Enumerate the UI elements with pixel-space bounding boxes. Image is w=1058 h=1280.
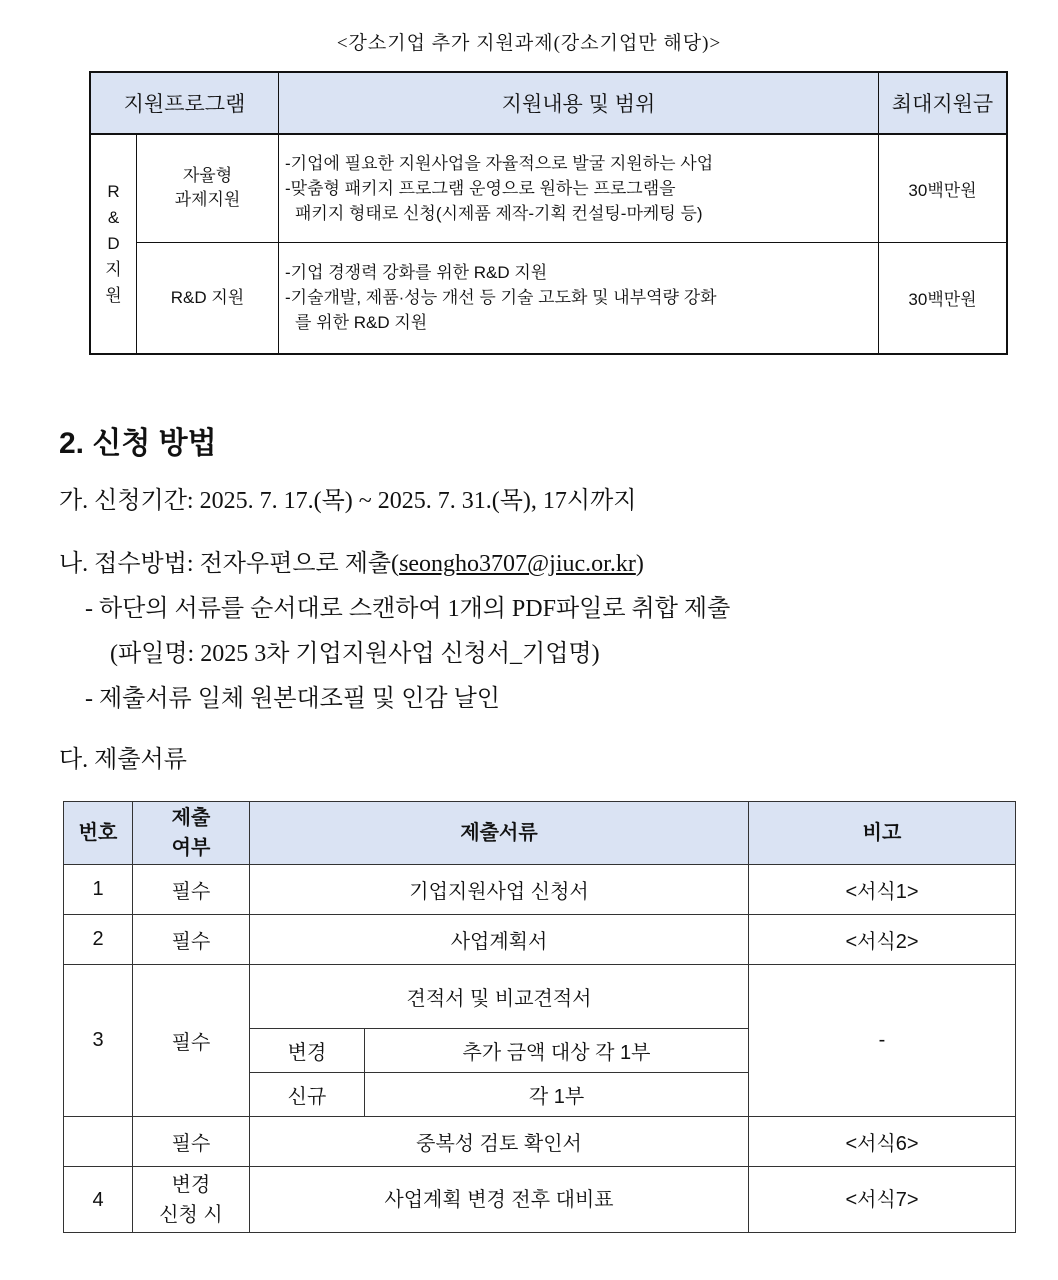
support-program-table <box>89 71 1008 355</box>
header-required: 제출 여부 <box>133 802 250 865</box>
header-program: 지원프로그램 <box>90 72 279 134</box>
cell-no <box>64 1117 133 1167</box>
cell-no: 1 <box>64 865 133 915</box>
cell-document: 견적서 및 비교견적서 <box>250 965 749 1029</box>
cell-required: 변경 신청 시 <box>133 1167 250 1233</box>
header-content: 지원내용 및 범위 <box>279 72 879 134</box>
cell-note: <서식6> <box>749 1117 1016 1167</box>
cell-note: - <box>749 965 1016 1117</box>
cell-required: 필수 <box>133 965 250 1117</box>
submission-bullet: - 하단의 서류를 순서대로 스캔하여 1개의 PDF파일로 취합 제출 <box>85 596 731 622</box>
cell-document: 중복성 검토 확인서 <box>250 1117 749 1167</box>
program-description: -기업 경쟁력 강화를 위한 R&D 지원 -기술개발, 제품·성능 개선 등 기술 고도화 및 내부역량 강화 를 위한 R&D 지원 <box>279 242 879 354</box>
program-amount: 30백만원 <box>879 242 1008 354</box>
table-row <box>64 865 1016 915</box>
cell-required: 필수 <box>133 865 250 915</box>
table-header-row <box>64 802 1016 865</box>
application-period: 가. 신청기간: 2025. 7. 17.(목) ~ 2025. 7. 31.(목), 17시까지 <box>59 488 637 514</box>
cell-sub-detail: 추가 금액 대상 각 1부 <box>365 1029 749 1073</box>
cell-required: 필수 <box>133 915 250 965</box>
cell-sub-type: 변경 <box>250 1029 365 1073</box>
filename-note: (파일명: 2025 3차 기업지원사업 신청서_기업명) <box>110 641 600 667</box>
cell-sub-detail: 각 1부 <box>365 1073 749 1117</box>
email-link[interactable]: seongho3707@jiuc.or.kr <box>399 551 636 577</box>
program-amount: 30백만원 <box>879 134 1008 242</box>
cell-no: 4 <box>64 1167 133 1233</box>
table-row <box>64 1167 1016 1233</box>
header-max-amount: 최대지원금 <box>879 72 1008 134</box>
cell-document: 사업계획 변경 전후 대비표 <box>250 1167 749 1233</box>
program-name: 자율형 과제지원 <box>137 134 279 242</box>
cell-note: <서식2> <box>749 915 1016 965</box>
cell-required: 필수 <box>133 1117 250 1167</box>
documents-heading: 다. 제출서류 <box>59 747 187 773</box>
cell-sub-type: 신규 <box>250 1073 365 1117</box>
group-label-rd: R & D 지 원 <box>90 134 137 354</box>
cell-note: <서식7> <box>749 1167 1016 1233</box>
table-row <box>64 915 1016 965</box>
submission-method: 나. 접수방법: 전자우편으로 제출(seongho3707@jiuc.or.kr) <box>59 551 644 577</box>
cell-no: 3 <box>64 965 133 1117</box>
table-row <box>90 242 1007 354</box>
section-title: 2. 신청 방법 <box>59 427 217 460</box>
submission-bullet: - 제출서류 일체 원본대조필 및 인감 날인 <box>85 686 500 712</box>
cell-document: 사업계획서 <box>250 915 749 965</box>
table-caption: <강소기업 추가 지원과제(강소기업만 해당)> <box>336 33 722 54</box>
header-no: 번호 <box>64 802 133 865</box>
table-row <box>64 1117 1016 1167</box>
table-row <box>90 134 1007 242</box>
program-name: R&D 지원 <box>137 242 279 354</box>
cell-document: 기업지원사업 신청서 <box>250 865 749 915</box>
required-documents-table <box>63 801 1016 1233</box>
header-note: 비고 <box>749 802 1016 865</box>
cell-note: <서식1> <box>749 865 1016 915</box>
cell-no: 2 <box>64 915 133 965</box>
program-description: -기업에 필요한 지원사업을 자율적으로 발굴 지원하는 사업 -맞춤형 패키지 프로그램 운영으로 원하는 프로그램을 패키지 형태로 신청(시제품 제작-기획 컨설팅-마케팅 등) <box>279 134 879 242</box>
header-documents: 제출서류 <box>250 802 749 865</box>
table-row <box>64 965 1016 1029</box>
